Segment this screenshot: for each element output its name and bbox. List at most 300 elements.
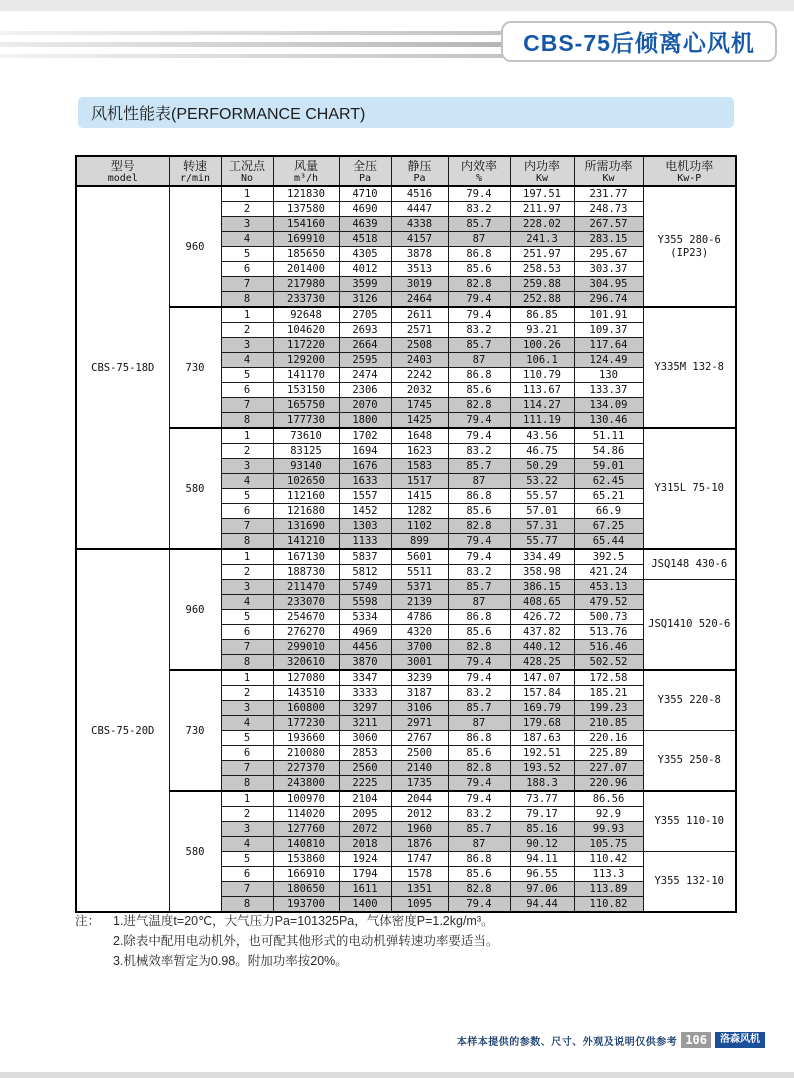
column-header-required-power: 所需功率 Kw bbox=[574, 156, 643, 186]
performance-table-wrapper bbox=[75, 155, 737, 913]
cell-total-pressure: 3870 bbox=[339, 655, 391, 671]
motor-cell: JSQ1410 520-6 bbox=[643, 580, 736, 671]
table-row bbox=[76, 428, 736, 444]
cell-internal-power: 258.53 bbox=[510, 262, 574, 277]
cell-efficiency: 79.4 bbox=[448, 549, 510, 565]
cell-flow: 121680 bbox=[273, 504, 339, 519]
cell-required-power: 516.46 bbox=[574, 640, 643, 655]
cell-total-pressure: 3126 bbox=[339, 292, 391, 308]
cell-static-pressure: 2500 bbox=[391, 746, 448, 761]
cell-efficiency: 85.6 bbox=[448, 746, 510, 761]
cell-efficiency: 86.8 bbox=[448, 731, 510, 746]
cell-flow: 166910 bbox=[273, 867, 339, 882]
cell-efficiency: 82.8 bbox=[448, 519, 510, 534]
cell-internal-power: 46.75 bbox=[510, 444, 574, 459]
cell-internal-power: 211.97 bbox=[510, 202, 574, 217]
cell-required-power: 65.44 bbox=[574, 534, 643, 550]
note-line bbox=[75, 931, 635, 951]
cell-point-no: 6 bbox=[221, 504, 273, 519]
cell-point-no: 8 bbox=[221, 413, 273, 429]
cell-flow: 154160 bbox=[273, 217, 339, 232]
cell-required-power: 66.9 bbox=[574, 504, 643, 519]
cell-required-power: 113.89 bbox=[574, 882, 643, 897]
cell-efficiency: 87 bbox=[448, 716, 510, 731]
cell-total-pressure: 4012 bbox=[339, 262, 391, 277]
cell-static-pressure: 3106 bbox=[391, 701, 448, 716]
cell-flow: 188730 bbox=[273, 565, 339, 580]
motor-cell: Y335M 132-8 bbox=[643, 307, 736, 428]
cell-point-no: 6 bbox=[221, 746, 273, 761]
cell-total-pressure: 2560 bbox=[339, 761, 391, 776]
cell-total-pressure: 2225 bbox=[339, 776, 391, 792]
page-title: CBS-75后倾离心风机 bbox=[523, 30, 755, 56]
cell-efficiency: 86.8 bbox=[448, 610, 510, 625]
cell-total-pressure: 1303 bbox=[339, 519, 391, 534]
column-header-flow: 风量 m³/h bbox=[273, 156, 339, 186]
cell-total-pressure: 3599 bbox=[339, 277, 391, 292]
cell-required-power: 130.46 bbox=[574, 413, 643, 429]
cell-flow: 131690 bbox=[273, 519, 339, 534]
table-row bbox=[76, 670, 736, 686]
cell-required-power: 110.82 bbox=[574, 897, 643, 913]
cell-internal-power: 437.82 bbox=[510, 625, 574, 640]
cell-required-power: 67.25 bbox=[574, 519, 643, 534]
cell-static-pressure: 3187 bbox=[391, 686, 448, 701]
note-line bbox=[75, 951, 635, 971]
cell-static-pressure: 1583 bbox=[391, 459, 448, 474]
speed-cell: 580 bbox=[169, 428, 221, 549]
cell-required-power: 59.01 bbox=[574, 459, 643, 474]
cell-efficiency: 79.4 bbox=[448, 670, 510, 686]
cell-total-pressure: 5812 bbox=[339, 565, 391, 580]
cell-total-pressure: 1702 bbox=[339, 428, 391, 444]
cell-required-power: 65.21 bbox=[574, 489, 643, 504]
cell-total-pressure: 1452 bbox=[339, 504, 391, 519]
cell-required-power: 231.77 bbox=[574, 186, 643, 202]
cell-static-pressure: 2012 bbox=[391, 807, 448, 822]
cell-static-pressure: 1415 bbox=[391, 489, 448, 504]
cell-efficiency: 82.8 bbox=[448, 277, 510, 292]
cell-point-no: 4 bbox=[221, 353, 273, 368]
cell-internal-power: 386.15 bbox=[510, 580, 574, 595]
cell-total-pressure: 3211 bbox=[339, 716, 391, 731]
cell-total-pressure: 1794 bbox=[339, 867, 391, 882]
header-stripe bbox=[0, 54, 505, 58]
cell-internal-power: 43.56 bbox=[510, 428, 574, 444]
cell-flow: 177730 bbox=[273, 413, 339, 429]
cell-total-pressure: 4639 bbox=[339, 217, 391, 232]
cell-static-pressure: 2044 bbox=[391, 791, 448, 807]
cell-static-pressure: 1102 bbox=[391, 519, 448, 534]
table-row bbox=[76, 791, 736, 807]
cell-point-no: 5 bbox=[221, 610, 273, 625]
cell-internal-power: 90.12 bbox=[510, 837, 574, 852]
cell-static-pressure: 1351 bbox=[391, 882, 448, 897]
cell-total-pressure: 1557 bbox=[339, 489, 391, 504]
column-header-speed: 转速 r/min bbox=[169, 156, 221, 186]
cell-required-power: 134.09 bbox=[574, 398, 643, 413]
cell-point-no: 2 bbox=[221, 565, 273, 580]
cell-total-pressure: 1694 bbox=[339, 444, 391, 459]
page-header-box bbox=[501, 21, 777, 62]
cell-internal-power: 57.01 bbox=[510, 504, 574, 519]
cell-static-pressure: 4157 bbox=[391, 232, 448, 247]
column-header-model: 型号 model bbox=[76, 156, 169, 186]
cell-total-pressure: 1633 bbox=[339, 474, 391, 489]
cell-point-no: 2 bbox=[221, 444, 273, 459]
cell-required-power: 124.49 bbox=[574, 353, 643, 368]
column-header-efficiency: 内效率 % bbox=[448, 156, 510, 186]
cell-internal-power: 100.26 bbox=[510, 338, 574, 353]
cell-efficiency: 85.6 bbox=[448, 262, 510, 277]
cell-efficiency: 87 bbox=[448, 232, 510, 247]
cell-flow: 100970 bbox=[273, 791, 339, 807]
cell-flow: 129200 bbox=[273, 353, 339, 368]
cell-point-no: 5 bbox=[221, 852, 273, 867]
cell-efficiency: 79.4 bbox=[448, 776, 510, 792]
cell-point-no: 1 bbox=[221, 549, 273, 565]
cell-efficiency: 87 bbox=[448, 595, 510, 610]
cell-static-pressure: 4320 bbox=[391, 625, 448, 640]
cell-static-pressure: 1095 bbox=[391, 897, 448, 913]
cell-efficiency: 79.4 bbox=[448, 791, 510, 807]
cell-required-power: 513.76 bbox=[574, 625, 643, 640]
cell-point-no: 2 bbox=[221, 323, 273, 338]
cell-static-pressure: 2971 bbox=[391, 716, 448, 731]
cell-static-pressure: 1517 bbox=[391, 474, 448, 489]
cell-required-power: 225.89 bbox=[574, 746, 643, 761]
cell-static-pressure: 1876 bbox=[391, 837, 448, 852]
cell-point-no: 6 bbox=[221, 383, 273, 398]
cell-internal-power: 97.06 bbox=[510, 882, 574, 897]
cell-flow: 127080 bbox=[273, 670, 339, 686]
cell-required-power: 62.45 bbox=[574, 474, 643, 489]
section-title-bar bbox=[78, 97, 734, 128]
cell-required-power: 227.07 bbox=[574, 761, 643, 776]
cell-point-no: 1 bbox=[221, 791, 273, 807]
cell-total-pressure: 2693 bbox=[339, 323, 391, 338]
cell-static-pressure: 1747 bbox=[391, 852, 448, 867]
cell-internal-power: 55.57 bbox=[510, 489, 574, 504]
cell-required-power: 51.11 bbox=[574, 428, 643, 444]
cell-required-power: 133.37 bbox=[574, 383, 643, 398]
cell-internal-power: 408.65 bbox=[510, 595, 574, 610]
cell-total-pressure: 5837 bbox=[339, 549, 391, 565]
cell-internal-power: 259.88 bbox=[510, 277, 574, 292]
cell-internal-power: 79.17 bbox=[510, 807, 574, 822]
cell-required-power: 113.3 bbox=[574, 867, 643, 882]
cell-point-no: 7 bbox=[221, 640, 273, 655]
cell-efficiency: 83.2 bbox=[448, 686, 510, 701]
cell-internal-power: 50.29 bbox=[510, 459, 574, 474]
cell-internal-power: 241.3 bbox=[510, 232, 574, 247]
cell-static-pressure: 4447 bbox=[391, 202, 448, 217]
column-header-internal-power: 内功率 Kw bbox=[510, 156, 574, 186]
cell-total-pressure: 2664 bbox=[339, 338, 391, 353]
cell-internal-power: 110.79 bbox=[510, 368, 574, 383]
cell-point-no: 4 bbox=[221, 474, 273, 489]
cell-point-no: 8 bbox=[221, 897, 273, 913]
cell-efficiency: 79.4 bbox=[448, 292, 510, 308]
note-text: 2.除表中配用电动机外，也可配其他形式的电动机弹转速功率要适当。 bbox=[113, 934, 499, 948]
cell-flow: 121830 bbox=[273, 186, 339, 202]
model-cell: CBS-75-18D bbox=[76, 186, 169, 549]
note-prefix: 注： bbox=[75, 914, 101, 928]
cell-efficiency: 85.7 bbox=[448, 822, 510, 837]
cell-required-power: 220.16 bbox=[574, 731, 643, 746]
table-header-row bbox=[76, 156, 736, 186]
cell-static-pressure: 1735 bbox=[391, 776, 448, 792]
cell-required-power: 199.23 bbox=[574, 701, 643, 716]
cell-efficiency: 86.8 bbox=[448, 247, 510, 262]
footer bbox=[457, 1032, 765, 1048]
cell-total-pressure: 2070 bbox=[339, 398, 391, 413]
cell-point-no: 7 bbox=[221, 761, 273, 776]
cell-flow: 127760 bbox=[273, 822, 339, 837]
cell-flow: 167130 bbox=[273, 549, 339, 565]
cell-point-no: 7 bbox=[221, 277, 273, 292]
cell-flow: 217980 bbox=[273, 277, 339, 292]
cell-internal-power: 251.97 bbox=[510, 247, 574, 262]
cell-total-pressure: 2072 bbox=[339, 822, 391, 837]
cell-point-no: 2 bbox=[221, 686, 273, 701]
cell-internal-power: 55.77 bbox=[510, 534, 574, 550]
cell-static-pressure: 3001 bbox=[391, 655, 448, 671]
cell-flow: 153860 bbox=[273, 852, 339, 867]
cell-total-pressure: 2705 bbox=[339, 307, 391, 323]
cell-point-no: 4 bbox=[221, 716, 273, 731]
cell-efficiency: 79.4 bbox=[448, 307, 510, 323]
note-indent bbox=[75, 931, 113, 951]
cell-internal-power: 147.07 bbox=[510, 670, 574, 686]
cell-static-pressure: 3878 bbox=[391, 247, 448, 262]
cell-internal-power: 334.49 bbox=[510, 549, 574, 565]
column-header-static-pressure: 静压 Pa bbox=[391, 156, 448, 186]
footer-disclaimer: 本样本提供的参数、尺寸、外观及说明仅供参考 bbox=[456, 1036, 678, 1048]
cell-total-pressure: 4456 bbox=[339, 640, 391, 655]
cell-internal-power: 228.02 bbox=[510, 217, 574, 232]
cell-static-pressure: 5371 bbox=[391, 580, 448, 595]
cell-flow: 169910 bbox=[273, 232, 339, 247]
cell-flow: 227370 bbox=[273, 761, 339, 776]
cell-static-pressure: 2032 bbox=[391, 383, 448, 398]
table-body bbox=[76, 186, 736, 912]
cell-point-no: 2 bbox=[221, 807, 273, 822]
cell-efficiency: 82.8 bbox=[448, 640, 510, 655]
cell-efficiency: 79.4 bbox=[448, 413, 510, 429]
cell-flow: 165750 bbox=[273, 398, 339, 413]
cell-required-power: 210.85 bbox=[574, 716, 643, 731]
column-header-point-no: 工况点 No bbox=[221, 156, 273, 186]
cell-point-no: 7 bbox=[221, 398, 273, 413]
cell-static-pressure: 5601 bbox=[391, 549, 448, 565]
cell-required-power: 109.37 bbox=[574, 323, 643, 338]
cell-total-pressure: 4305 bbox=[339, 247, 391, 262]
cell-point-no: 7 bbox=[221, 519, 273, 534]
cell-total-pressure: 2095 bbox=[339, 807, 391, 822]
cell-required-power: 267.57 bbox=[574, 217, 643, 232]
speed-cell: 580 bbox=[169, 791, 221, 912]
cell-required-power: 86.56 bbox=[574, 791, 643, 807]
cell-total-pressure: 4710 bbox=[339, 186, 391, 202]
cell-efficiency: 85.6 bbox=[448, 504, 510, 519]
cell-total-pressure: 1800 bbox=[339, 413, 391, 429]
speed-cell: 960 bbox=[169, 186, 221, 307]
motor-cell: Y315L 75-10 bbox=[643, 428, 736, 549]
cell-point-no: 6 bbox=[221, 262, 273, 277]
cell-flow: 137580 bbox=[273, 202, 339, 217]
cell-flow: 210080 bbox=[273, 746, 339, 761]
cell-point-no: 8 bbox=[221, 776, 273, 792]
cell-point-no: 6 bbox=[221, 867, 273, 882]
cell-internal-power: 157.84 bbox=[510, 686, 574, 701]
cell-internal-power: 85.16 bbox=[510, 822, 574, 837]
performance-table bbox=[75, 155, 737, 913]
cell-efficiency: 83.2 bbox=[448, 565, 510, 580]
cell-point-no: 4 bbox=[221, 595, 273, 610]
cell-static-pressure: 3513 bbox=[391, 262, 448, 277]
cell-efficiency: 82.8 bbox=[448, 882, 510, 897]
note-text: 3.机械效率暂定为0.98。附加功率按20%。 bbox=[113, 954, 348, 968]
cell-internal-power: 188.3 bbox=[510, 776, 574, 792]
cell-flow: 177230 bbox=[273, 716, 339, 731]
table-row bbox=[76, 186, 736, 202]
cell-efficiency: 87 bbox=[448, 353, 510, 368]
cell-flow: 114020 bbox=[273, 807, 339, 822]
cell-internal-power: 96.55 bbox=[510, 867, 574, 882]
cell-static-pressure: 5511 bbox=[391, 565, 448, 580]
cell-static-pressure: 2767 bbox=[391, 731, 448, 746]
table-row bbox=[76, 549, 736, 565]
cell-efficiency: 85.7 bbox=[448, 580, 510, 595]
cell-efficiency: 87 bbox=[448, 837, 510, 852]
cell-required-power: 500.73 bbox=[574, 610, 643, 625]
cell-static-pressure: 2571 bbox=[391, 323, 448, 338]
cell-static-pressure: 2403 bbox=[391, 353, 448, 368]
cell-efficiency: 86.8 bbox=[448, 852, 510, 867]
cell-internal-power: 187.63 bbox=[510, 731, 574, 746]
cell-total-pressure: 1133 bbox=[339, 534, 391, 550]
note-line bbox=[75, 911, 635, 931]
cell-internal-power: 169.79 bbox=[510, 701, 574, 716]
cell-efficiency: 85.7 bbox=[448, 701, 510, 716]
cell-flow: 92648 bbox=[273, 307, 339, 323]
cell-internal-power: 113.67 bbox=[510, 383, 574, 398]
cell-internal-power: 252.88 bbox=[510, 292, 574, 308]
cell-static-pressure: 1282 bbox=[391, 504, 448, 519]
cell-flow: 83125 bbox=[273, 444, 339, 459]
cell-point-no: 3 bbox=[221, 701, 273, 716]
page-bottom-edge bbox=[0, 1072, 794, 1078]
table-header bbox=[76, 156, 736, 186]
cell-total-pressure: 3060 bbox=[339, 731, 391, 746]
cell-point-no: 4 bbox=[221, 837, 273, 852]
cell-point-no: 6 bbox=[221, 625, 273, 640]
cell-total-pressure: 1676 bbox=[339, 459, 391, 474]
cell-static-pressure: 3700 bbox=[391, 640, 448, 655]
cell-internal-power: 111.19 bbox=[510, 413, 574, 429]
cell-static-pressure: 1623 bbox=[391, 444, 448, 459]
cell-flow: 104620 bbox=[273, 323, 339, 338]
cell-flow: 160800 bbox=[273, 701, 339, 716]
cell-static-pressure: 2508 bbox=[391, 338, 448, 353]
cell-flow: 201400 bbox=[273, 262, 339, 277]
column-header-total-pressure: 全压 Pa bbox=[339, 156, 391, 186]
cell-internal-power: 93.21 bbox=[510, 323, 574, 338]
cell-efficiency: 85.7 bbox=[448, 217, 510, 232]
cell-required-power: 248.73 bbox=[574, 202, 643, 217]
cell-point-no: 5 bbox=[221, 489, 273, 504]
cell-static-pressure: 4338 bbox=[391, 217, 448, 232]
cell-static-pressure: 899 bbox=[391, 534, 448, 550]
cell-static-pressure: 1578 bbox=[391, 867, 448, 882]
cell-flow: 112160 bbox=[273, 489, 339, 504]
cell-flow: 141170 bbox=[273, 368, 339, 383]
cell-efficiency: 83.2 bbox=[448, 444, 510, 459]
cell-flow: 140810 bbox=[273, 837, 339, 852]
cell-efficiency: 79.4 bbox=[448, 186, 510, 202]
cell-internal-power: 192.51 bbox=[510, 746, 574, 761]
cell-point-no: 7 bbox=[221, 882, 273, 897]
cell-total-pressure: 2853 bbox=[339, 746, 391, 761]
table-row bbox=[76, 307, 736, 323]
cell-required-power: 185.21 bbox=[574, 686, 643, 701]
cell-efficiency: 86.8 bbox=[448, 368, 510, 383]
cell-internal-power: 197.51 bbox=[510, 186, 574, 202]
header-stripe bbox=[0, 31, 505, 35]
cell-flow: 153150 bbox=[273, 383, 339, 398]
cell-flow: 243800 bbox=[273, 776, 339, 792]
cell-static-pressure: 1745 bbox=[391, 398, 448, 413]
cell-efficiency: 85.7 bbox=[448, 338, 510, 353]
cell-point-no: 5 bbox=[221, 731, 273, 746]
cell-point-no: 1 bbox=[221, 670, 273, 686]
cell-internal-power: 440.12 bbox=[510, 640, 574, 655]
cell-point-no: 5 bbox=[221, 247, 273, 262]
cell-static-pressure: 2139 bbox=[391, 595, 448, 610]
cell-internal-power: 94.11 bbox=[510, 852, 574, 867]
motor-cell: Y355 132-10 bbox=[643, 852, 736, 913]
cell-static-pressure: 1425 bbox=[391, 413, 448, 429]
cell-flow: 276270 bbox=[273, 625, 339, 640]
cell-required-power: 502.52 bbox=[574, 655, 643, 671]
cell-required-power: 453.13 bbox=[574, 580, 643, 595]
page-number-badge: 106 bbox=[681, 1032, 711, 1048]
note-indent bbox=[75, 951, 113, 971]
cell-required-power: 117.64 bbox=[574, 338, 643, 353]
cell-flow: 211470 bbox=[273, 580, 339, 595]
cell-point-no: 8 bbox=[221, 655, 273, 671]
cell-point-no: 1 bbox=[221, 186, 273, 202]
motor-cell: Y355 250-8 bbox=[643, 731, 736, 792]
cell-flow: 299010 bbox=[273, 640, 339, 655]
cell-flow: 185650 bbox=[273, 247, 339, 262]
cell-point-no: 1 bbox=[221, 428, 273, 444]
note-text: 1.进气温度t=20℃，大气压力Pa=101325Pa，气体密度P=1.2kg/m³。 bbox=[113, 914, 494, 928]
cell-static-pressure: 1960 bbox=[391, 822, 448, 837]
cell-point-no: 3 bbox=[221, 459, 273, 474]
column-header-motor-power: 电机功率 Kw-P bbox=[643, 156, 736, 186]
cell-efficiency: 85.6 bbox=[448, 867, 510, 882]
cell-total-pressure: 3333 bbox=[339, 686, 391, 701]
cell-total-pressure: 5334 bbox=[339, 610, 391, 625]
cell-static-pressure: 2140 bbox=[391, 761, 448, 776]
brand-logo: 洛森风机 bbox=[715, 1032, 765, 1048]
cell-point-no: 8 bbox=[221, 292, 273, 308]
cell-efficiency: 79.4 bbox=[448, 428, 510, 444]
cell-flow: 320610 bbox=[273, 655, 339, 671]
cell-total-pressure: 5749 bbox=[339, 580, 391, 595]
